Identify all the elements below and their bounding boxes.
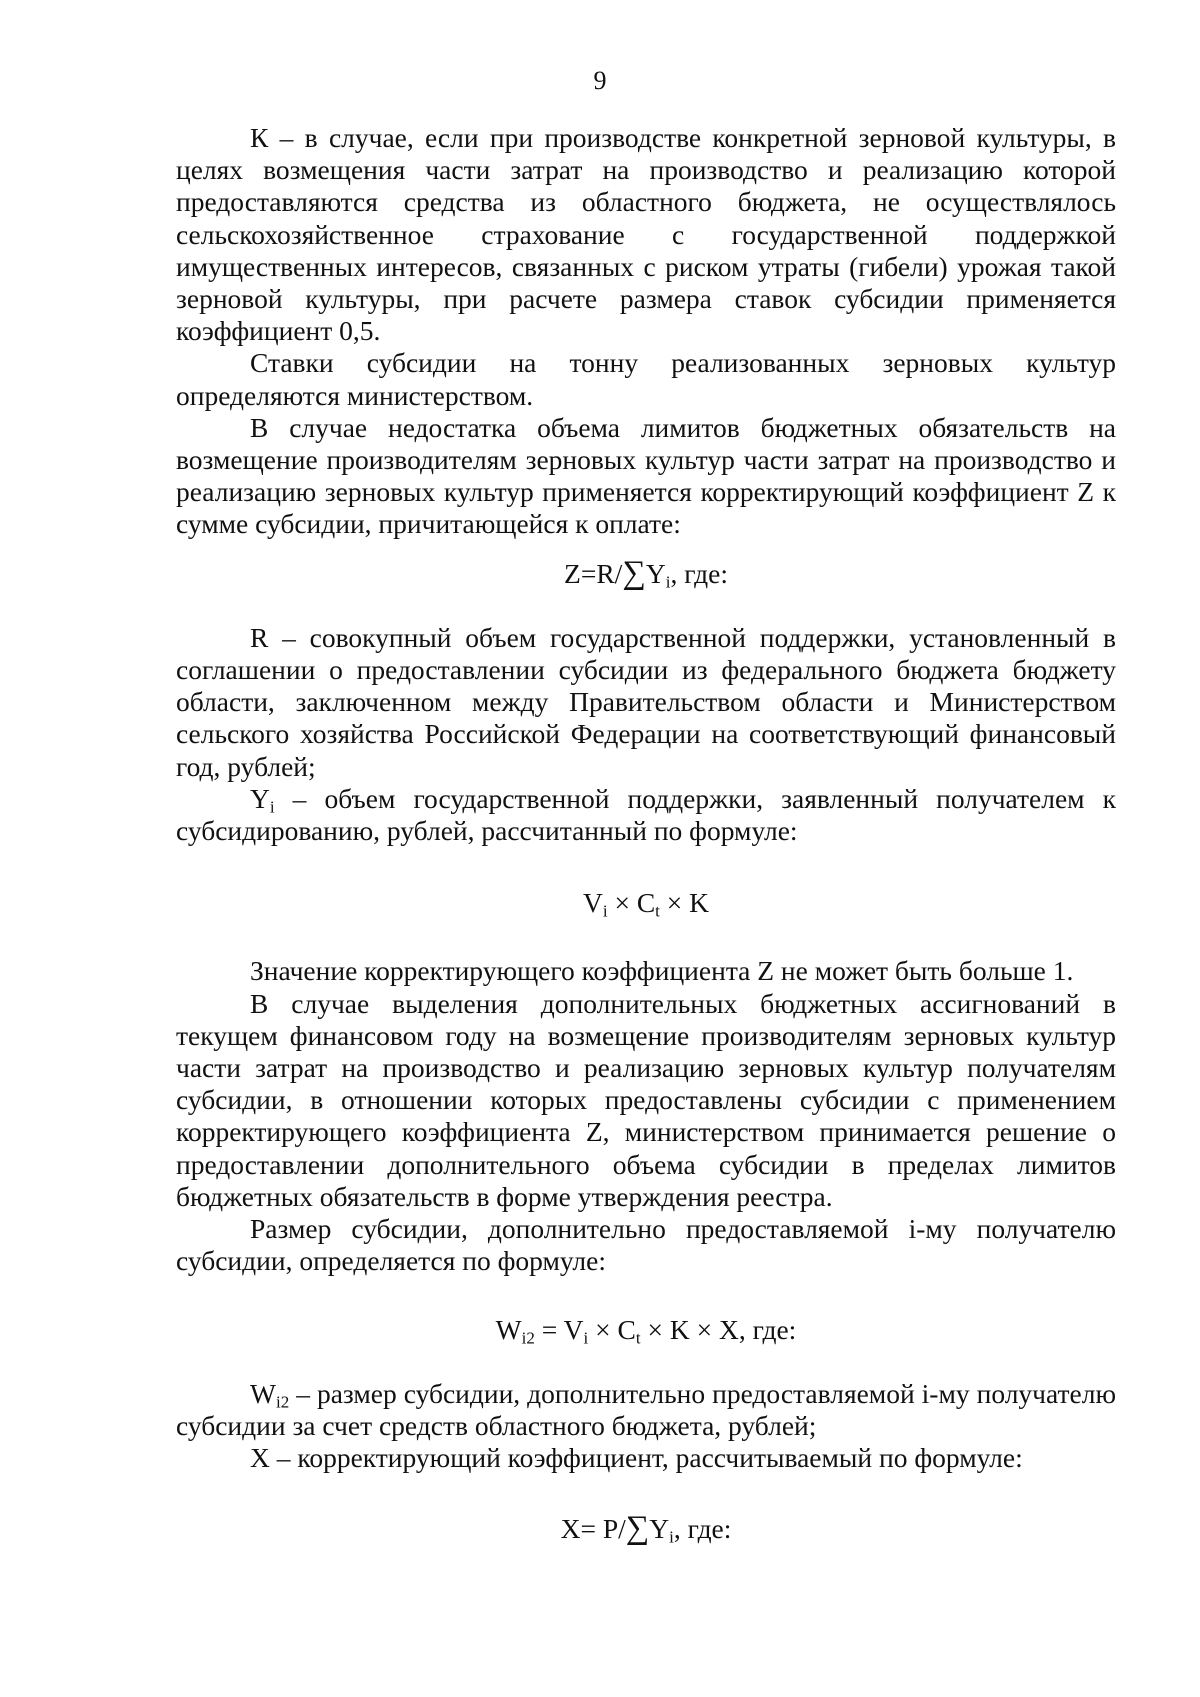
formula: $Z=R/\sum Y_i$, где: — [564, 554, 728, 591]
document-body — [176, 122, 1116, 1546]
paragraph: В случае недостатка объема лимитов бюджетных обязательств на возмещение производителям зерновых культур части затрат на производство и реализацию зерновых культур применяется корректирующий коэффициент Z к сумме субсидии, причитающейся к оплате: — [176, 411, 1116, 540]
formula: $V_i \times C_t \times K$ — [582, 887, 710, 921]
paragraph: К – в случае, если при производстве конкретной зерновой культуры, в целях возмещения части затрат на производство и реализацию которой предоставляются средства из областного бюджета, не осуществлялось сельскохозяйственное страхование с государственной поддержкой имущественных интересов, связанных с риском утраты (гибели) урожая такой зерновой культуры, при расчете размера ставок субсидии применяется коэффициент 0,5. — [176, 122, 1116, 347]
paragraph: X – корректирующий коэффициент, рассчитываемый по формуле: — [250, 1442, 1023, 1474]
formula: $X= P/\sum Y_i$, где: — [560, 1510, 732, 1547]
paragraph: В случае выделения дополнительных бюджетных ассигнований в текущем финансовом году на возмещение производителям зерновых культур части затрат на производство и реализацию зерновых культур получателям субсидии, в отношении которых предоставлены субсидии с применением корректирующего коэффициента Z, министерством принимается решение о предоставлении дополнительного объема субсидии в пределах лимитов бюджетных обязательств в форме утверждения реестра. — [176, 987, 1116, 1212]
formula: $W_{i2} = V_i \times C_t \times K \times X$, где: — [495, 1313, 797, 1347]
paragraph: Размер субсидии, дополнительно предоставляемой i-му получателю субсидии, определяется по формуле: — [176, 1213, 1116, 1277]
page-number: 9 — [593, 66, 607, 95]
paragraph: Ставки субсидии на тонну реализованных зерновых культур определяются министерством. — [176, 347, 1116, 411]
paragraph: Значение корректирующего коэффициента Z не может быть больше 1. — [250, 955, 1074, 987]
paragraph: $W_{i2}$ – размер субсидии, дополнительно предоставляемой i-му получателю субсидии за счет средств областного бюджета, рублей; — [176, 1377, 1116, 1441]
paragraph: R – совокупный объем государственной поддержки, установленный в соглашении о предоставлении субсидии из федерального бюджета бюджету области, заключенном между Правительством области и Министерством сельского хозяйства Российской Федерации на соответствующий финансовый год, рублей; — [176, 621, 1116, 782]
paragraph: $Y_i$ – объем государственной поддержки, заявленный получателем к субсидированию, рублей, рассчитанный по формуле: — [176, 782, 1116, 847]
